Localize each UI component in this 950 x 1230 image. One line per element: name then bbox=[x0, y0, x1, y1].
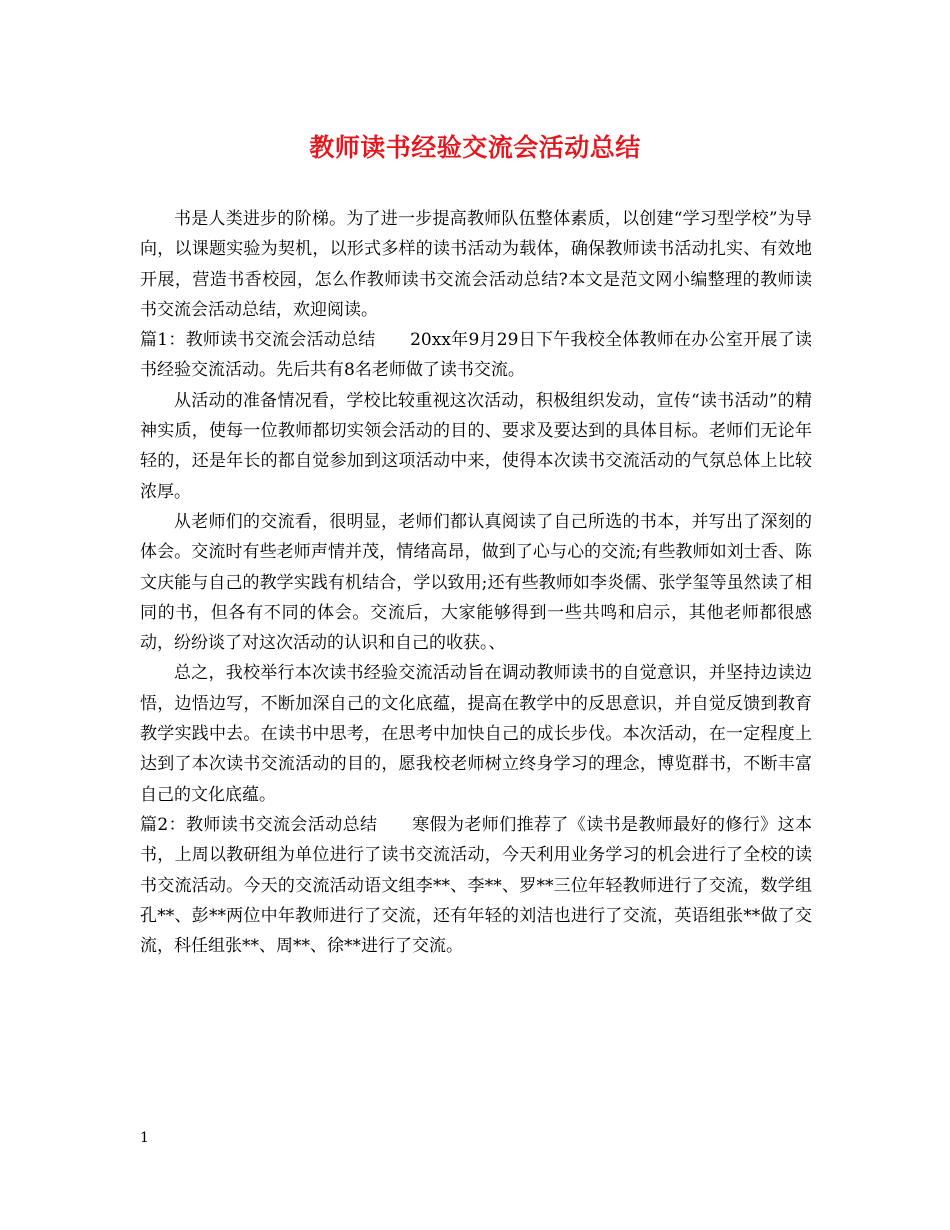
paragraph-article-1-heading: 篇1：教师读书交流会活动总结 20xx年9月29日下午我校全体教师在办公室开展了读书经验交流活动。先后共有8名老师做了读书交流。 bbox=[140, 330, 812, 381]
document-body bbox=[140, 204, 812, 961]
paragraph-intro: 书是人类进步的阶梯。为了进一步提高教师队伍整体素质，以创建“学习型学校”为导向，以课题实验为契机，以形式多样的读书活动为载体，确保教师读书活动扎实、有效地开展，营造书香校园，怎么作教师读书交流会活动总结?本文是范文网小编整理的教师读书交流会活动总结，欢迎阅读。 bbox=[140, 209, 812, 320]
paragraph-article-2-heading: 篇2：教师读书交流会活动总结 寒假为老师们推荐了《读书是教师最好的修行》这本书，上周以教研组为单位进行了读书交流活动，今天利用业务学习的机会进行了全校的读书交流活动。今天的交流活动语文组李**、李**、罗**三位年轻教师进行了交流，数学组孔**、彭**两位中年教师进行了交流，还有年轻的刘洁也进行了交流，英语组张**做了交流，科任组张**、周**、徐**进行了交流。 bbox=[140, 814, 812, 957]
paragraph-preparation: 从活动的准备情况看，学校比较重视这次活动，积极组织发动，宣传“读书活动”的精神实质，使每一位教师都切实领会活动的目的、要求及要达到的具体目标。老师们无论年轻的，还是年长的都自觉参加到这项活动中来，使得本次读书交流活动的气氛总体上比较浓厚。 bbox=[140, 390, 812, 502]
paragraph-conclusion: 总之，我校举行本次读书经验交流活动旨在调动教师读书的自觉意识，并坚持边读边悟，边悟边写，不断加深自己的文化底蕴，提高在教学中的反思意识，并自觉反馈到教育教学实践中去。在读书中思考，在思考中加快自己的成长步伐。本次活动，在一定程度上达到了本次读书交流活动的目的，愿我校老师树立终身学习的理念，博览群书，不断丰富自己的文化底蕴。 bbox=[140, 663, 812, 805]
paragraph-exchange: 从老师们的交流看，很明显，老师们都认真阅读了自己所选的书本，并写出了深刻的体会。交流时有些老师声情并茂，情绪高昂，做到了心与心的交流;有些教师如刘士香、陈文庆能与自己的教学实践有机结合，学以致用;还有些教师如李炎儒、张学玺等虽然读了相同的书，但各有不同的体会。交流后，大家能够得到一些共鸣和启示，其他老师都很感动，纷纷谈了对这次活动的认识和自己的收获。、 bbox=[140, 511, 812, 654]
page-number: 1 bbox=[140, 1130, 149, 1146]
document-title: 教师读书经验交流会活动总结 bbox=[309, 133, 641, 162]
